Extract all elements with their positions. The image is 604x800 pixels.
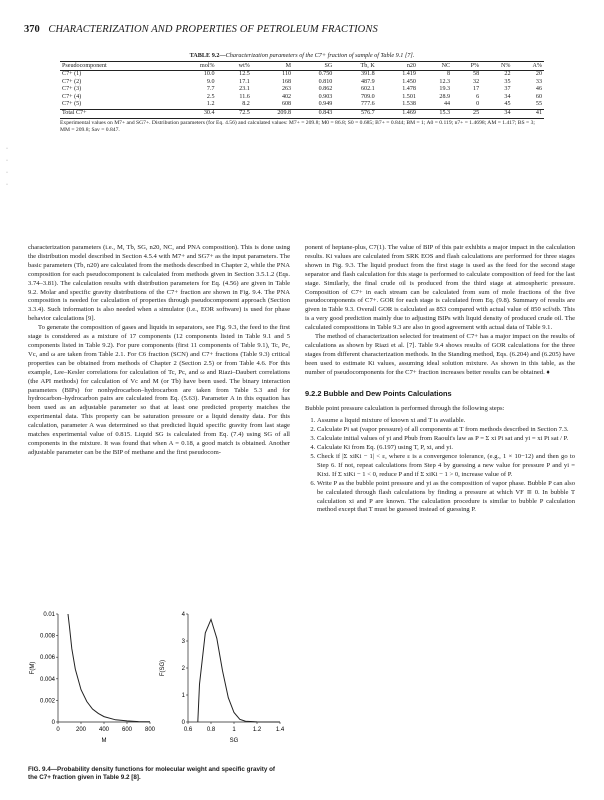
table-total-row [60,109,544,118]
table-cell: 263 [281,86,292,93]
table-cell: 58 [473,71,480,77]
page-number: 370 [24,24,40,35]
table-cell: 1.538 [402,101,416,108]
y-tick-label: 0.004 [39,676,55,683]
table-cell: 28.9 [439,93,451,100]
table-cell: 34 [481,109,512,118]
table-column-header: NC [418,62,452,71]
table-cell: 34 [504,93,511,100]
table-cell: 168 [281,78,292,85]
table-cell: 576.7 [334,109,376,118]
table-cell: 30.4 [173,109,216,118]
density-curve [198,619,280,722]
table-column-header: n20 [377,62,418,71]
table-cell: 709.0 [361,93,375,100]
y-axis-label: F(M) [30,661,36,675]
table-cell: 602.1 [361,86,375,93]
table-caption [60,52,544,59]
table-cell: 2.5 [206,93,215,100]
table-header-row [60,62,544,71]
table-cell: 25 [452,109,481,118]
table-cell: 12.5 [239,71,250,77]
y-tick-label: 0.002 [39,698,55,705]
figure-9-4 [18,608,288,758]
paragraph: ponent of heptane-plus, C7(1). The value of BIP of this pair exhibits a major impact in the calculation results. Ki values are calculated from SRK EOS and flash calculations are performed for three stages shown in Fig. 9.3. The liquid product from the first stage is used as the feed for the second stage separator and flash calculation for this stage is performed to calculate composition of feed for the last stage. Similarly, the final crude oil is produced from the third stage at atmospheric pressure. Composition of C7+ in each stream can be calculated from sum of mole fractions of the five pseudocomponents of C7+. GOR for each stage is calculated from Eq. (9.8). Summary of results are given in Table 9.3. Overall GOR is calculated as 853 compared with actual value of 850 scf/stb. This is a very good prediction mainly due to adjusting BIPs with liquid density of produced crude oil. The calculated compositions in Table 9.3 are also in good agreement with actual data of Table 9.1. [305,244,575,332]
table-cell: 32 [473,78,480,85]
table-note: Experimental values on M7+ and SG7+. Distribution parameters (for Eq. 4.56) and calculated values: M7+ = 209.8; M0 = 86.8; S0 = 0.685; B7+ = 0.844; BM = 1; A0 = 0.119; n7+ = 1.4698; AM = 1.417; BS = 3; MM = 209.8; Sav = 0.847. [60,119,535,133]
table-cell: 209.8 [252,109,293,118]
x-tick-label: 200 [75,727,87,733]
table-cell: 15.3 [418,109,452,118]
x-tick-label: 0.8 [206,727,216,733]
right-column [305,244,575,515]
paragraph: The method of characterization selected for treatment of C7+ has a major impact on the results of calculations as shown by Riazi et al. [7]. Table 9.4 shows results of GOR calculations for the three stages from different characterization methods. In the Standing method, Eqs. (6.204) and (6.205) have been used to estimate Ki values, assuming ideal solution mixture. As shown in this table, as the number of pseudocomponents for the C7+ fraction increases better results can be obtained. ♦ [305,333,575,376]
table-caption-text: Characterization parameters of the C7+ fraction of sample of Table 9.1 [7]. [225,52,415,59]
table-cell: 22 [504,71,511,77]
table-cell: 55 [535,101,542,108]
table-cell: 19.3 [439,86,451,93]
plot-molecular-weight [30,612,156,744]
margin-marks: · · · · [6,146,8,188]
table-cell: 0.949 [318,101,333,108]
table-column-header: A% [513,62,545,71]
y-tick-label: 0 [51,720,55,726]
table-cell: 777.6 [361,101,375,108]
table-cell: 17.1 [239,78,250,85]
x-tick-label: 1.2 [252,727,262,733]
table-row [60,94,544,102]
table-column-header: wt% [217,62,252,71]
table-cell: 0.903 [318,93,333,100]
table-column-header: M [252,62,293,71]
table-cell: 8.2 [242,101,250,108]
x-tick-label: 1 [232,727,236,733]
table-cell: C7+ (1) [62,71,82,77]
table-row [60,71,544,79]
table-cell: 9.0 [206,78,215,85]
section-intro: Bubble point pressure calculation is performed through the following steps: [305,404,505,412]
table-cell: 45 [504,101,511,108]
table-cell: 0.862 [318,86,333,93]
table-cell: 8 [447,71,451,77]
table-cell: C7+ (5) [62,101,82,108]
table-cell: 391.8 [361,71,375,77]
table-cell: 1.478 [402,86,416,93]
y-tick-label: 1 [181,693,185,699]
table-cell: 60 [535,93,542,100]
step-item: 6. Write P as the bubble point pressure and yi as the composition of vapor phase. Bubble P can also be calculated through flash calculations by finding a pressure at which VF ≅ 0. In bubble T calculation xi and P are known. The calculation procedure is similar to bubble P calculation method except that T must be guessed instead of guessing P. [317,480,575,516]
table-cell: 33 [535,78,542,85]
table-cell: Total C7+ [60,109,173,118]
table-cell: 10.0 [203,71,215,77]
figure-caption: FIG. 9.4—Probability density functions for molecular weight and specific gravity of the C7+ fraction given in Table 9.2 [8]. [28,766,276,781]
table-cell: 0.750 [318,71,333,77]
table-column-header: P% [452,62,481,71]
table-cell: 402 [281,93,292,100]
table-cell: 7.7 [206,86,215,93]
table-cell: 0.843 [293,109,334,118]
table-9-2 [60,52,544,134]
y-tick-label: 0.008 [39,633,55,640]
table-cell: 41 [513,109,545,118]
table-cell: 72.5 [217,109,252,118]
y-axis-label: F(SG) [160,659,166,677]
step-item: 1. Assume a liquid mixture of known xi and T is available. [317,417,575,426]
table-cell: 0 [476,101,480,108]
table-caption-label: TABLE 9.2— [189,52,226,59]
x-axis-label: M [101,738,107,744]
table-column-header: mol% [173,62,216,71]
table-cell: 20 [535,71,542,77]
table-row [60,79,544,87]
density-curve [68,614,150,722]
table-cell: 1.501 [402,93,416,100]
step-item: 5. Check if |Σ xiKi − 1| < ε, where ε is a convergence tolerance, (e.g., 1 × 10−12) and then go to Step 6. If not, repeat calculations from Step 4 by guessing a new value for pressure P and yi = Kixi. If Σ xiKi − 1 < 0, reduce P and if Σ xiKi − 1 > 0, increase value of P. [317,453,575,480]
paragraph: To generate the composition of gases and liquids in separators, see Fig. 9.3, the feed to the first stage is considered as a mixture of 17 components (12 components listed in Table 9.1 and 5 components listed in Table 9.2). For pure components (first 11 components of Table 9.1), Tc, Pc, Vc, and ω are taken from Table 2.1. For C6 fraction (SCN) and C7+ fractions (Table 9.3) critical properties can be obtained from methods of Chapter 2 (Section 2.5) or from Table 4.6. For this example, Lee–Kesler correlations for calculation of Tc, Pc, and ω and Riazi–Daubert correlations (the API methods) for calculation of Vc and M (or Tb) have been used. The binary interaction parameters (BIPs) for nonhydrocarbon–hydrocarbon are taken from Table 5.3 and for hydrocarbon–hydrocarbon pairs are calculated from Eq. (5.63). Parameter A in this equation has been used as an adjustable parameter so that at least one predicted property matches the experimental data. This property can be saturation pressure or a liquid density data. For this calculation, parameter A was determined so that predicted liquid specific gravity from last stage matches experimental value of 0.815. Liquid SG is calculated from Eq. (7.4) using SG of all components in the mixture. It was found that when A = 0.18, a good match is obtained. Another adjustable parameter can be the BIP of methane and the first pseudocom- [28,324,290,456]
y-tick-label: 0.006 [39,655,55,662]
table-column-header: Pseudocomponent [60,62,173,71]
table-cell: 6 [476,93,480,100]
x-axis-label: SG [229,738,239,744]
table-cell: 12.3 [439,78,451,85]
table-column-header: N% [481,62,512,71]
running-title: CHARACTERIZATION AND PROPERTIES OF PETROLEUM FRACTIONS [48,24,378,35]
table-cell: 1.419 [402,71,416,77]
step-item: 3. Calculate initial values of yi and Pbub from Raoult's law as P = Σ xi Pi sat and yi = xi Pi sat / P. [317,435,575,444]
step-item: 2. Calculate Pi sat (vapor pressure) of all components at T from methods described in Section 7.3. [317,426,575,435]
table-cell: C7+ (3) [62,86,82,93]
data-table [60,61,544,119]
table-cell: C7+ (2) [62,78,82,85]
table-row [60,101,544,109]
table-column-header: Tb, K [334,62,376,71]
table-row [60,86,544,94]
x-tick-label: 0 [56,727,60,733]
x-tick-label: 800 [144,727,156,733]
x-tick-label: 1.4 [275,727,285,733]
table-cell: 17 [473,86,480,93]
table-cell: 1.2 [206,101,215,108]
plot-specific-gravity [160,612,285,744]
table-cell: 0.810 [318,78,333,85]
y-tick-label: 2 [181,666,185,672]
table-cell: 23.1 [239,86,250,93]
step-item: 4. Calculate Ki from Eq. (6.197) using T, P, xi, and yi. [317,444,575,453]
section-heading: 9.2.2 Bubble and Dew Points Calculations [305,388,452,398]
y-tick-label: 3 [181,639,185,645]
table-cell: 110 [282,71,292,77]
x-tick-label: 0.6 [183,727,193,733]
x-tick-label: 600 [121,727,133,733]
y-tick-label: 4 [181,612,185,618]
table-cell: 487.9 [361,78,375,85]
table-cell: 46 [535,86,542,93]
running-header [24,24,584,35]
paragraph: characterization parameters (i.e., M, Tb, SG, n20, NC, and PNA composition). This is done using the distribution model described in Section 4.5.4 with M7+ and SG7+ as the input parameters. The basic parameters (Tb, n20) are calculated from the methods described in Chapter 2, while the PNA composition for each pseudocomponent is calculated from methods given in Section 3.5.1.2 (Eqs. 3.74–3.81). The calculation results with distribution parameters for Eq. (4.56) are given in Table 9.2. Molar and specific gravity distributions of the C7+ fraction are shown in Fig. 9.4. The PNA composition is needed for calculation of properties through pseudocomponent approach (Section 3.3.4). Such information is also needed when a simulator (i.e., EOR software) is used for phase behavior calculations [9]. [28,244,290,323]
table-cell: 608 [281,101,292,108]
table-cell: 11.6 [239,93,250,100]
left-column [28,244,290,458]
steps-list [305,417,575,515]
table-cell: 35 [504,78,511,85]
y-tick-label: 0.01 [43,612,55,618]
table-cell: 1.469 [377,109,418,118]
table-column-header: SG [293,62,334,71]
table-cell: 44 [444,101,451,108]
table-cell: 1.450 [402,78,416,85]
y-tick-label: 0 [181,720,185,726]
table-cell: 37 [504,86,511,93]
table-cell: C7+ (4) [62,93,82,100]
x-tick-label: 400 [98,727,110,733]
